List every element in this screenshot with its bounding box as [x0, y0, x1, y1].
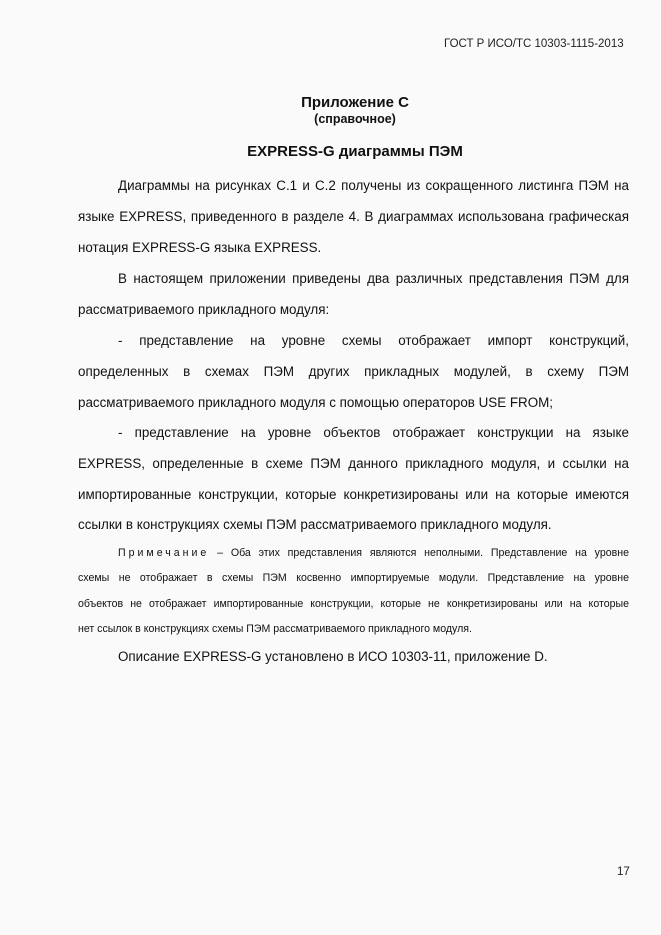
note-line: схемы не отображает в схемы ПЭМ косвенно импортируемые модули. Представление на уровне [78, 572, 629, 584]
note-text: Оба этих представления являются неполными. Представление на уровне [230, 547, 629, 559]
list-item-line: - представление на уровне схемы отображает импорт конструкций, [118, 333, 629, 348]
appendix-subtitle: (справочное) [314, 112, 396, 126]
list-item-line: ссылки в конструкциях схемы ПЭМ рассматриваемого прикладного модуля. [78, 517, 552, 532]
section-title: EXPRESS-G диаграммы ПЭМ [247, 143, 463, 160]
paragraph-line: языке EXPRESS, приведенного в разделе 4. В диаграммах использована графическая [78, 209, 629, 224]
appendix-title: Приложение C [301, 94, 409, 111]
note-first-line [118, 547, 629, 559]
note-dash: – [217, 547, 224, 559]
list-item-line: - представление на уровне объектов отображает конструкции на языке [118, 425, 629, 440]
list-item-line: определенных в схемах ПЭМ других прикладных модулей, в схему ПЭМ [78, 364, 629, 379]
note-line: объектов не отображает импортированные конструкции, которые не конкретизированы или на которые [78, 598, 629, 610]
paragraph-line: нотация EXPRESS-G языка EXPRESS. [78, 240, 322, 255]
list-item-line: рассматриваемого прикладного модуля с помощью операторов USE FROM; [78, 395, 554, 410]
final-paragraph: Описание EXPRESS-G установлено в ИСО 10303-11, приложение D. [118, 649, 548, 664]
list-item-line: EXPRESS, определенные в схеме ПЭМ данного прикладного модуля, и ссылки на [78, 456, 629, 471]
note-line: нет ссылок в конструкциях схемы ПЭМ рассматриваемого прикладного модуля. [78, 623, 472, 635]
paragraph-line: Диаграммы на рисунках C.1 и C.2 получены из сокращенного листинга ПЭМ на [118, 178, 629, 193]
note-label: Примечание [118, 547, 210, 559]
page-number: 17 [617, 866, 630, 878]
document-code-header: ГОСТ Р ИСО/ТС 10303-1115-2013 [444, 38, 624, 50]
list-item-line: импортированные конструкции, которые конкретизированы или на которые имеются [78, 487, 629, 502]
paragraph-line: рассматриваемого прикладного модуля: [78, 302, 330, 317]
paragraph-line: В настоящем приложении приведены два различных представления ПЭМ для [118, 271, 629, 286]
